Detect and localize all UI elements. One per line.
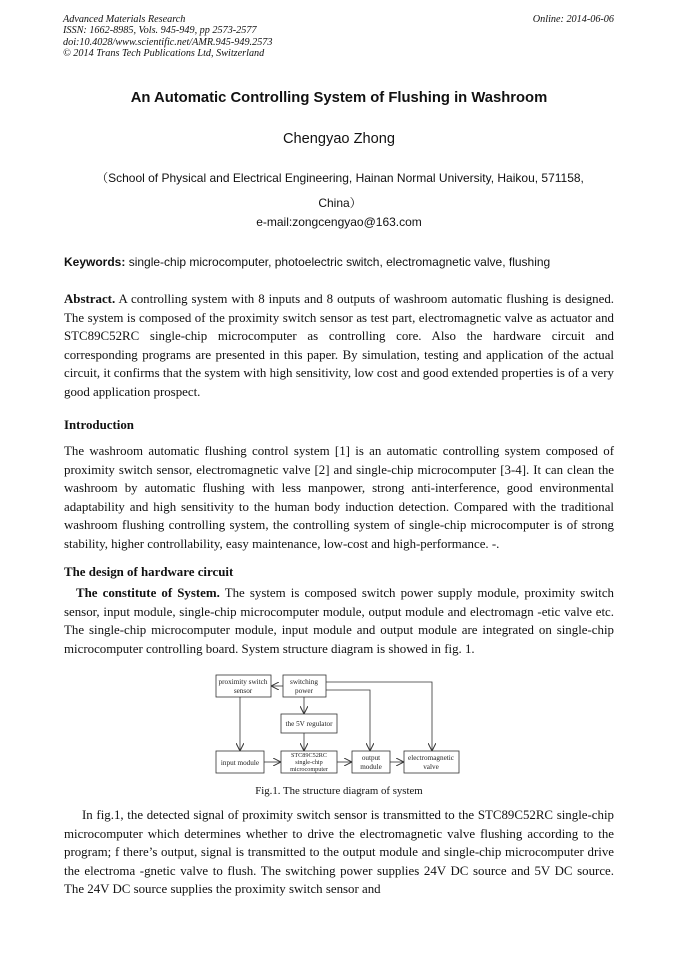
paper-author: Chengyao Zhong	[283, 131, 395, 147]
keywords	[64, 255, 550, 269]
mcu-label-2: single-chip	[295, 759, 323, 766]
sensor-label-2: sensor	[233, 687, 253, 695]
hardware-paragraph	[64, 584, 614, 658]
mcu-label-1: STC89C52RC	[290, 752, 328, 759]
abstract-text: A controlling system with 8 inputs and 8 outputs of washroom automatic flushing is designed. The system is composed of the proximity switch sensor as test part, electromagnetic valve as actuator and STC89C52RC single-chip microcomputer as controlling core. Also the hardware circuit and corresponding programs are presented in this paper. By simulation, testing and application of the actual circuit, it confirms that the system with high sensitivity, low cost and good extended properties is of a very good application prospect.	[64, 292, 614, 399]
power-to-valve-arrow	[326, 682, 432, 750]
hardware-subheading: The constitute of System.	[76, 586, 220, 600]
hardware-text: The system is composed switch power supply module, proximity switch sensor, input module, single-chip microcomputer module, output module and electromagn -etic valve etc. The single-chip microcomputer module, input module and output module are integrated on single-chip microcomputer controlling board. System structure diagram is showed in fig. 1.	[64, 586, 614, 656]
online-date: Online: 2014-06-06	[532, 14, 614, 25]
figure-caption: Fig.1. The structure diagram of system	[255, 785, 423, 797]
keywords-label: Keywords:	[64, 255, 126, 269]
author-affiliation: （School of Physical and Electrical Engineering, Hainan Normal University, Haikou, 571158, China）	[96, 171, 584, 210]
input-label: input module	[220, 759, 260, 767]
output-label-1: output	[361, 754, 381, 762]
output-label-2: module	[360, 763, 382, 771]
journal-header	[63, 14, 272, 60]
journal-copyright: © 2014 Trans Tech Publications Ltd, Switzerland	[63, 48, 265, 60]
power-to-output-arrow	[326, 690, 370, 750]
introduction-paragraph: The washroom automatic flushing control system [1] is an automatic controlling system composed of proximity switch sensor, electromagnetic valve [2] and single-chip microcomputer [3-4]. It can clean the washroom by automatic flushing with less manpower, strong anti-interference, good environmental adaptability and high sensitivity to the human body induction detection. Compared with the traditional washroom flushing controlling system, the controlling system of single-chip microcomputer is of strong stability, higher controllability, easy maintenance, low-cost and high-performance. -.	[64, 444, 614, 551]
paper-title: An Automatic Controlling System of Flushing in Washroom	[130, 90, 548, 106]
valve-label-1: electromagnetic	[408, 754, 454, 762]
sensor-label-1: proximity switch	[218, 678, 268, 686]
introduction-heading: Introduction	[64, 418, 134, 432]
abstract-label: Abstract.	[64, 292, 116, 306]
mcu-label-3: microcomputer	[290, 766, 328, 773]
power-label-1: switching	[290, 678, 318, 686]
structure-diagram	[210, 670, 470, 778]
valve-label-2: valve	[423, 763, 439, 771]
regulator-label: the 5V regulator	[285, 720, 333, 728]
abstract-paragraph	[64, 290, 614, 402]
power-label-2: power	[295, 687, 313, 695]
journal-name: Advanced Materials Research	[63, 14, 186, 25]
journal-issn: ISSN: 1662-8985, Vols. 945-949, pp 2573-2577	[63, 25, 257, 37]
journal-doi: doi:10.4028/www.scientific.net/AMR.945-949.2573	[63, 36, 273, 48]
keywords-text: single-chip microcomputer, photoelectric switch, electromagnetic valve, flushing	[125, 255, 551, 269]
figure-description-paragraph: In fig.1, the detected signal of proximity switch sensor is transmitted to the STC89C52RC single-chip microcomputer which determines whether to drive the electromagnetic valve flushing according to the program; f there’s output, signal is transmitted to the output module and single-chip microcomputer drive the electroma -gnetic valve to flush. The switching power supplies 24V DC source and 5V DC source. The 24V DC source supplies the proximity switch sensor and	[64, 808, 614, 897]
author-email: e-mail:zongcengyao@163.com	[256, 215, 422, 229]
hardware-heading: The design of hardware circuit	[64, 565, 234, 579]
